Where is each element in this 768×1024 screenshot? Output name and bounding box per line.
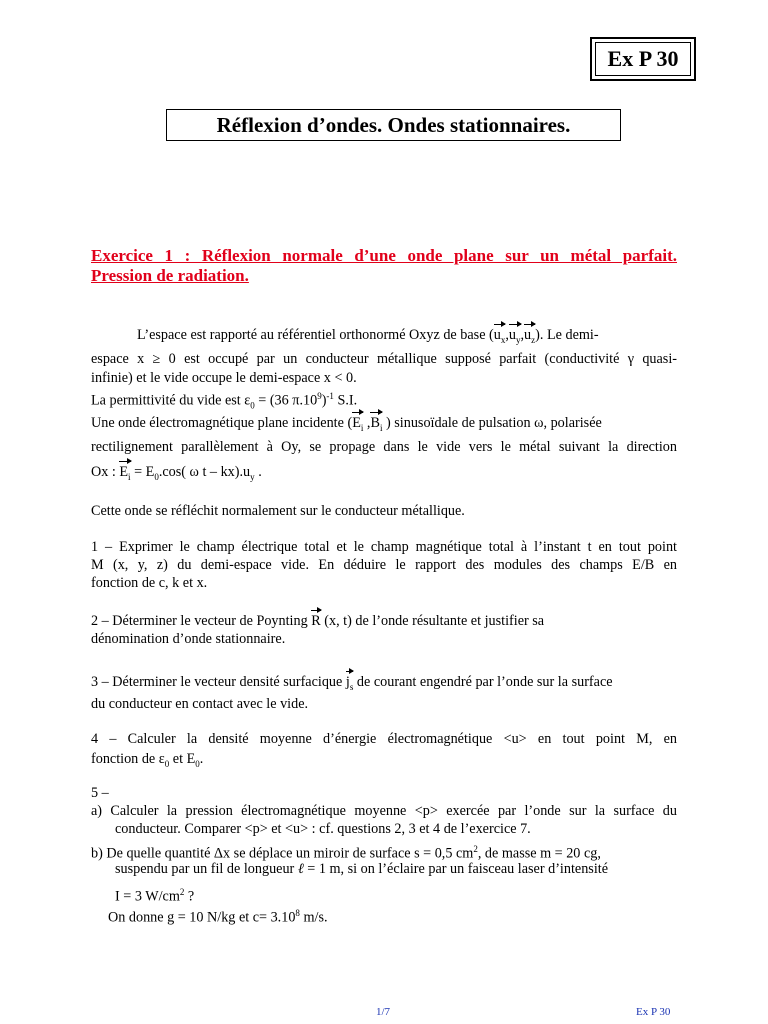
q5-text: suspendu par un fil de longueur: [115, 861, 298, 877]
exercise-heading-line2: Pression de radiation.: [91, 266, 249, 285]
q4-text: et E: [169, 751, 196, 767]
q5b-line-3: I = 3 $W/cm^2$ ?: [115, 887, 195, 905]
page-title: Réflexion d’ondes. Ondes stationnaires.: [216, 112, 571, 137]
q5b-line-1: b) De quelle quantité Δx se déplace un miroir de surface s = 0,5 $cm^2$, de masse m = 20 cg,: [91, 844, 601, 862]
intro-text: ). Le demi-: [535, 327, 599, 343]
q5a-line-1: a) Calculer la pression électromagnétique moyenne <p> exercée par l’onde sur la surface du: [91, 803, 677, 819]
vector-bi: $B_i$: [370, 414, 382, 437]
q5-given: On donne g = 10 N/kg et $c= 3.10^8$ m/s.: [108, 908, 328, 926]
q3-line-1: [91, 673, 677, 696]
q1-line-2: M (x, y, z) du demi-espace vide. En déduire le rapport des modules des champs E/B en: [91, 557, 677, 573]
intro-text: Ox :: [91, 464, 120, 480]
q1-line-3: fonction de c, k et x.: [91, 575, 208, 591]
q2-line-2: dénomination d’onde stationnaire.: [91, 631, 286, 647]
exercise-code-box: [590, 37, 696, 81]
q3-text: de courant engendré par l’onde sur la surface: [353, 674, 613, 690]
intro-text: L’espace est rapporté au référentiel orthonormé Oxyz de base (: [137, 327, 494, 343]
title-box: [166, 109, 621, 141]
length-symbol: ℓ: [297, 861, 304, 877]
intro-line-5: Une onde électromagnétique plane incidente ($E_i$ $,B_i$ ) sinusoïdale de pulsation ω, polarisée: [91, 414, 677, 437]
q4-text: .: [199, 751, 204, 767]
exercise-heading: [91, 246, 677, 286]
vector-ux: $u_x$: [494, 326, 506, 349]
intro-line-3: infinie) et le vide occupe le demi-espace x < 0.: [91, 370, 357, 386]
intro-line-6: rectilignement parallèlement à Oy, se propage dans le vide vers le métal suivant la direction: [91, 439, 677, 455]
q5-text: b) De quelle quantité Δx se déplace un miroir de surface s = 0,5 cm: [91, 845, 474, 862]
intro-line-1: L’espace est rapporté au référentiel orthonormé Oxyz de base $(u_x,u_y,u_z)$. Le demi-: [137, 326, 677, 349]
page-number: 1/7: [376, 1006, 391, 1018]
reflection-paragraph: Cette onde se réfléchit normalement sur le conducteur métallique.: [91, 503, 465, 519]
q3-line-2: du conducteur en contact avec le vide.: [91, 696, 309, 712]
intro-text: Une onde électromagnétique plane incidente (: [91, 415, 353, 431]
intro-line-2: espace x ≥ 0 est occupé par un conducteur métallique supposé parfait (conductivité γ quasi-: [91, 351, 677, 367]
q2-text: 2 – Déterminer le vecteur de Poynting: [91, 613, 312, 629]
q5-text: I = 3 W/cm: [115, 888, 180, 905]
footer-code: Ex P 30: [636, 1006, 671, 1018]
intro-text: .cos( ω t – kx).u: [158, 464, 251, 480]
intro-text: ): [321, 392, 327, 409]
q5b-line-2: [115, 860, 677, 878]
q2-text: (x, t) de l’onde résultante et justifier sa: [324, 613, 545, 629]
q3-text: 3 – Déterminer le vecteur densité surfacique: [91, 674, 346, 690]
q5-text: m/s.: [299, 909, 328, 926]
vector-r: R: [311, 613, 321, 629]
q4-line-2: fonction de $\varepsilon_0$ et $E_0$.: [91, 751, 204, 769]
q4-line-1: 4 – Calculer la densité moyenne d’énergie électromagnétique <u> en tout point M, en: [91, 731, 677, 747]
intro-line-4: La permittivité du vide est $\varepsilon_0 = (36$ $\pi.10^9)^{-1}$ S.I.: [91, 391, 358, 411]
intro-text: = (36 π.10: [254, 392, 318, 409]
q5-text: , de masse m = 20 cg,: [477, 845, 601, 862]
q5-text: = 1 m, si on l’éclaire par un faisceau laser d’intensité: [303, 861, 608, 877]
intro-text: = E: [130, 464, 155, 480]
q5-number: 5 –: [91, 785, 109, 801]
vector-uz: $u_z$: [524, 326, 535, 349]
vector-ei: $E_i$: [352, 414, 363, 437]
q5-text: On donne g = 10 N/kg et c= 3.10: [108, 909, 296, 926]
q1-line-1: 1 – Exprimer le champ électrique total et le champ magnétique total à l’instant t en tout point: [91, 539, 677, 555]
intro-line-7: Ox : $E_i = E_0.\cos$( ω t – $kx).u_y$ .: [91, 463, 677, 486]
exercise-code: Ex P 30: [607, 46, 679, 71]
exercise-heading-line1: Exercice 1 : Réflexion normale d’une onde plane sur un métal parfait.: [91, 246, 677, 265]
vector-js: $j_s$: [346, 673, 353, 696]
intro-text: .: [254, 464, 262, 480]
q5-text: ?: [184, 888, 195, 905]
intro-text: La permittivité du vide est ε: [91, 392, 251, 409]
intro-text: S.I.: [333, 392, 358, 409]
q2-line-1: [91, 612, 677, 630]
q4-text: fonction de ε: [91, 751, 165, 767]
q5a-line-2: conducteur. Comparer <p> et <u> : cf. questions 2, 3 et 4 de l’exercice 7.: [115, 821, 531, 837]
vector-ei-eq: $E_i$: [119, 463, 130, 486]
intro-text: ) sinusoïdale de pulsation ω, polarisée: [386, 415, 602, 431]
vector-uy: $u_y$: [509, 326, 521, 349]
